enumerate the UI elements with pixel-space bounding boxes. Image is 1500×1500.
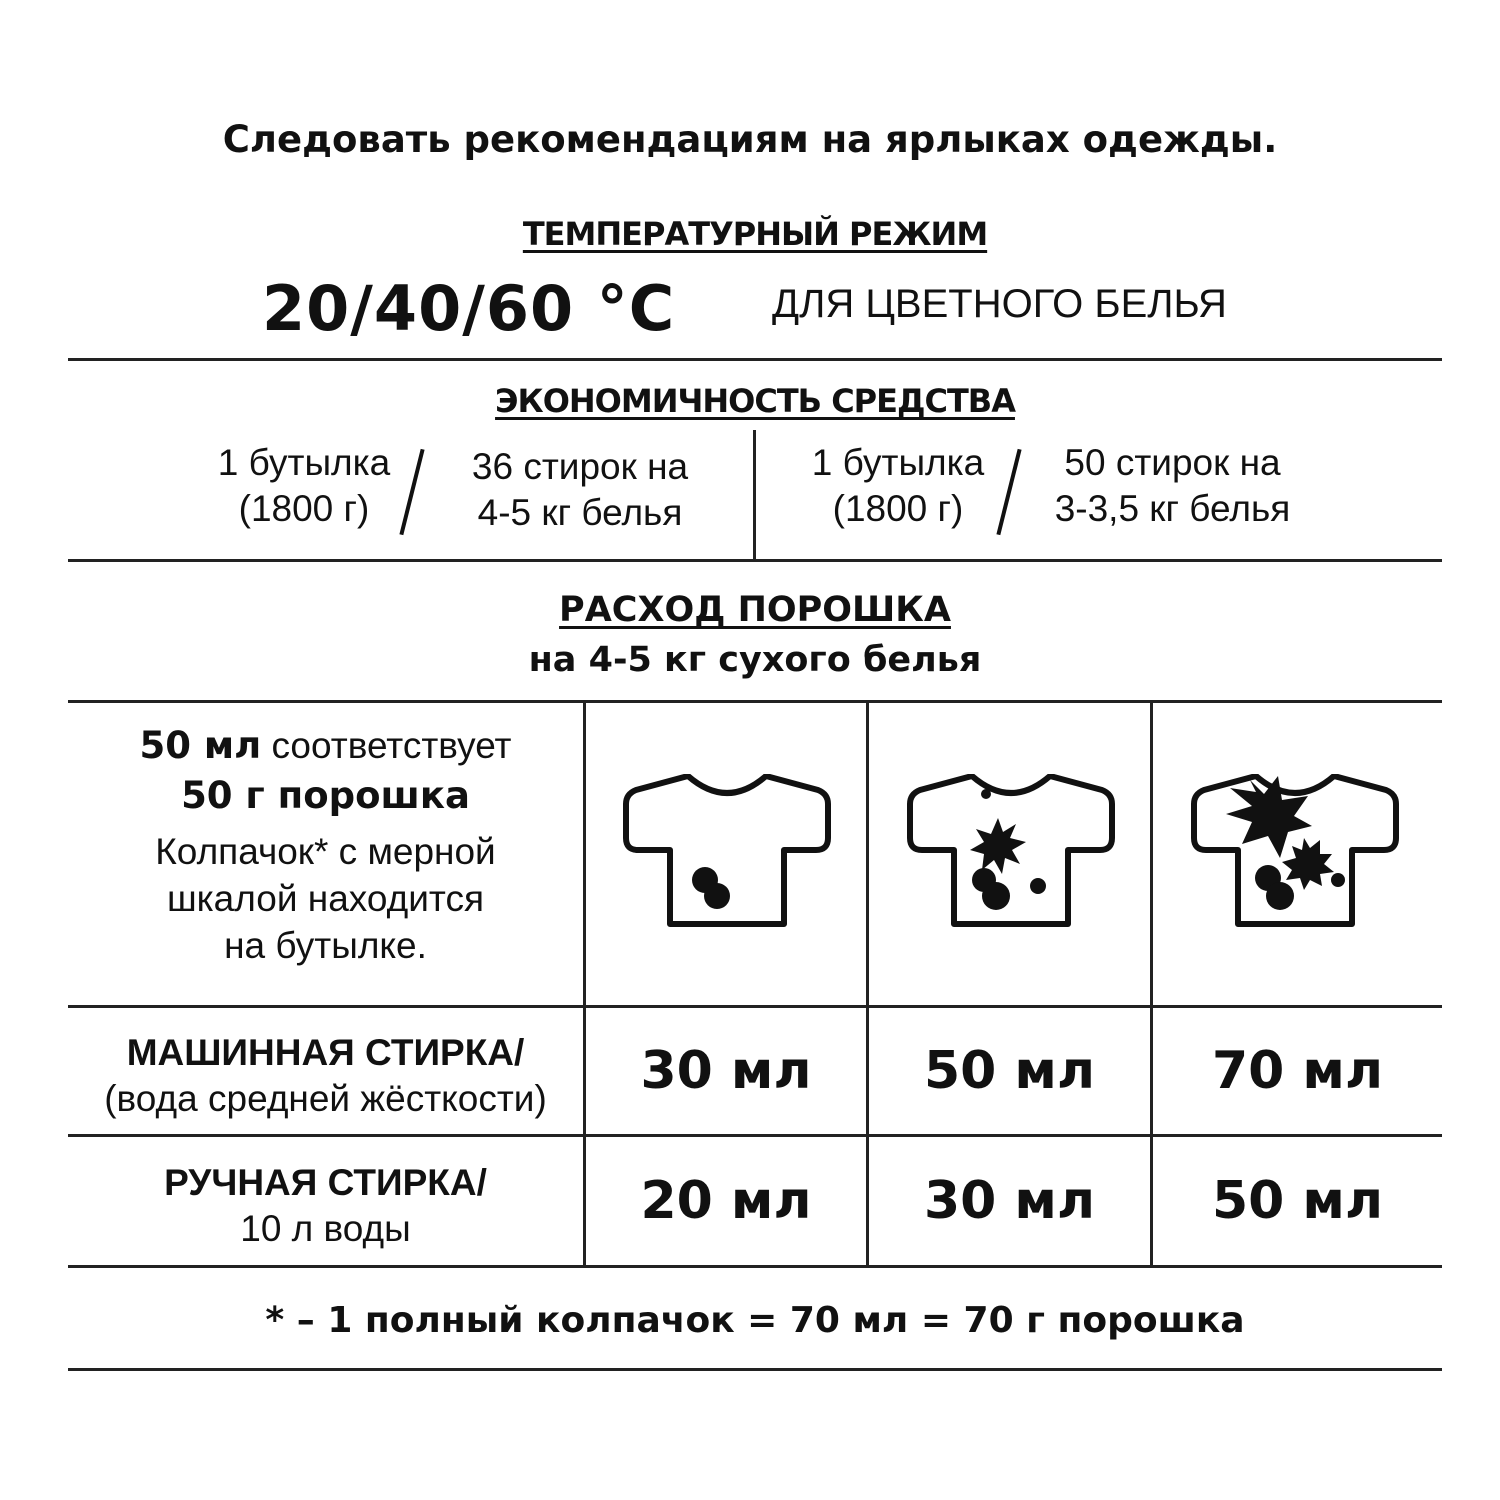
- wash-count: 36 стирок на: [471, 446, 689, 487]
- dosage-corresponds: соответствует: [271, 725, 512, 766]
- machine-wash-medium-dose: 50 мл: [923, 1041, 1096, 1101]
- divider: [68, 1368, 1442, 1371]
- cap-note-line-1: Колпачок* с мерной: [155, 831, 496, 872]
- dosage-ml: 50 мл: [139, 724, 262, 767]
- bottle-count: 1 бутылка: [217, 442, 391, 483]
- economy-divider: [753, 430, 756, 560]
- load-weight: 4-5 кг белья: [477, 492, 683, 533]
- temperature-heading-text: ТЕМПЕРАТУРНЫЙ РЕЖИМ: [522, 215, 988, 253]
- cap-note-line-3: на бутылке.: [224, 925, 427, 966]
- hand-wash-heavy-dose: 50 мл: [1211, 1171, 1384, 1231]
- bottle-count: 1 бутылка: [811, 442, 985, 483]
- tshirt-medium-stain-icon: [906, 774, 1116, 932]
- consumption-heading: [0, 590, 1500, 630]
- table-row-border: [68, 1265, 1442, 1268]
- dosage-grams: 50 г порошка: [181, 774, 470, 817]
- care-label-note: Следовать рекомендациям на ярлыках одежды.: [222, 118, 1278, 161]
- divider: [68, 358, 1442, 361]
- dosage-info: [68, 722, 583, 969]
- bottle-weight: (1800 г): [832, 488, 964, 529]
- machine-wash-light-dose: 30 мл: [640, 1041, 812, 1101]
- consumption-heading-text: РАСХОД ПОРОШКА: [559, 590, 951, 630]
- economy-block-2-left: [794, 440, 1002, 532]
- table-top-border: [68, 700, 1442, 703]
- temperature-description: ДЛЯ ЦВЕТНОГО БЕЛЬЯ: [772, 282, 1227, 326]
- economy-block-1-left: [200, 440, 408, 532]
- hand-wash-medium-dose: 30 мл: [923, 1171, 1096, 1231]
- hand-wash-light-dose: 20 мл: [640, 1171, 812, 1231]
- cap-note-line-2: шкалой находится: [167, 878, 484, 919]
- divider: [68, 559, 1442, 562]
- machine-wash-heavy-dose: 70 мл: [1211, 1041, 1384, 1101]
- machine-wash-label: [68, 1030, 583, 1122]
- temperature-value: 20/40/60 °С: [262, 272, 676, 345]
- machine-wash-title: МАШИННАЯ СТИРКА/: [126, 1032, 525, 1073]
- hand-wash-label: [68, 1160, 583, 1252]
- wash-count: 50 стирок на: [1064, 442, 1281, 483]
- machine-wash-subtitle: (вода средней жёсткости): [104, 1078, 547, 1119]
- bottle-weight: (1800 г): [238, 488, 370, 529]
- tshirt-light-stain-icon: [622, 774, 832, 932]
- temperature-heading: [0, 215, 1500, 253]
- tshirt-heavy-stain-icon: [1190, 774, 1400, 932]
- footnote: * – 1 полный колпачок = 70 мл = 70 г порошка: [265, 1300, 1245, 1341]
- economy-heading: [0, 382, 1500, 420]
- economy-block-1-right: [440, 444, 720, 536]
- load-weight: 3-3,5 кг белья: [1054, 488, 1291, 529]
- economy-block-2-right: [1030, 440, 1315, 532]
- hand-wash-title: РУЧНАЯ СТИРКА/: [164, 1162, 487, 1203]
- consumption-subheading: на 4-5 кг сухого белья: [528, 640, 982, 680]
- hand-wash-subtitle: 10 л воды: [240, 1208, 411, 1249]
- economy-heading-text: ЭКОНОМИЧНОСТЬ СРЕДСТВА: [495, 382, 1015, 420]
